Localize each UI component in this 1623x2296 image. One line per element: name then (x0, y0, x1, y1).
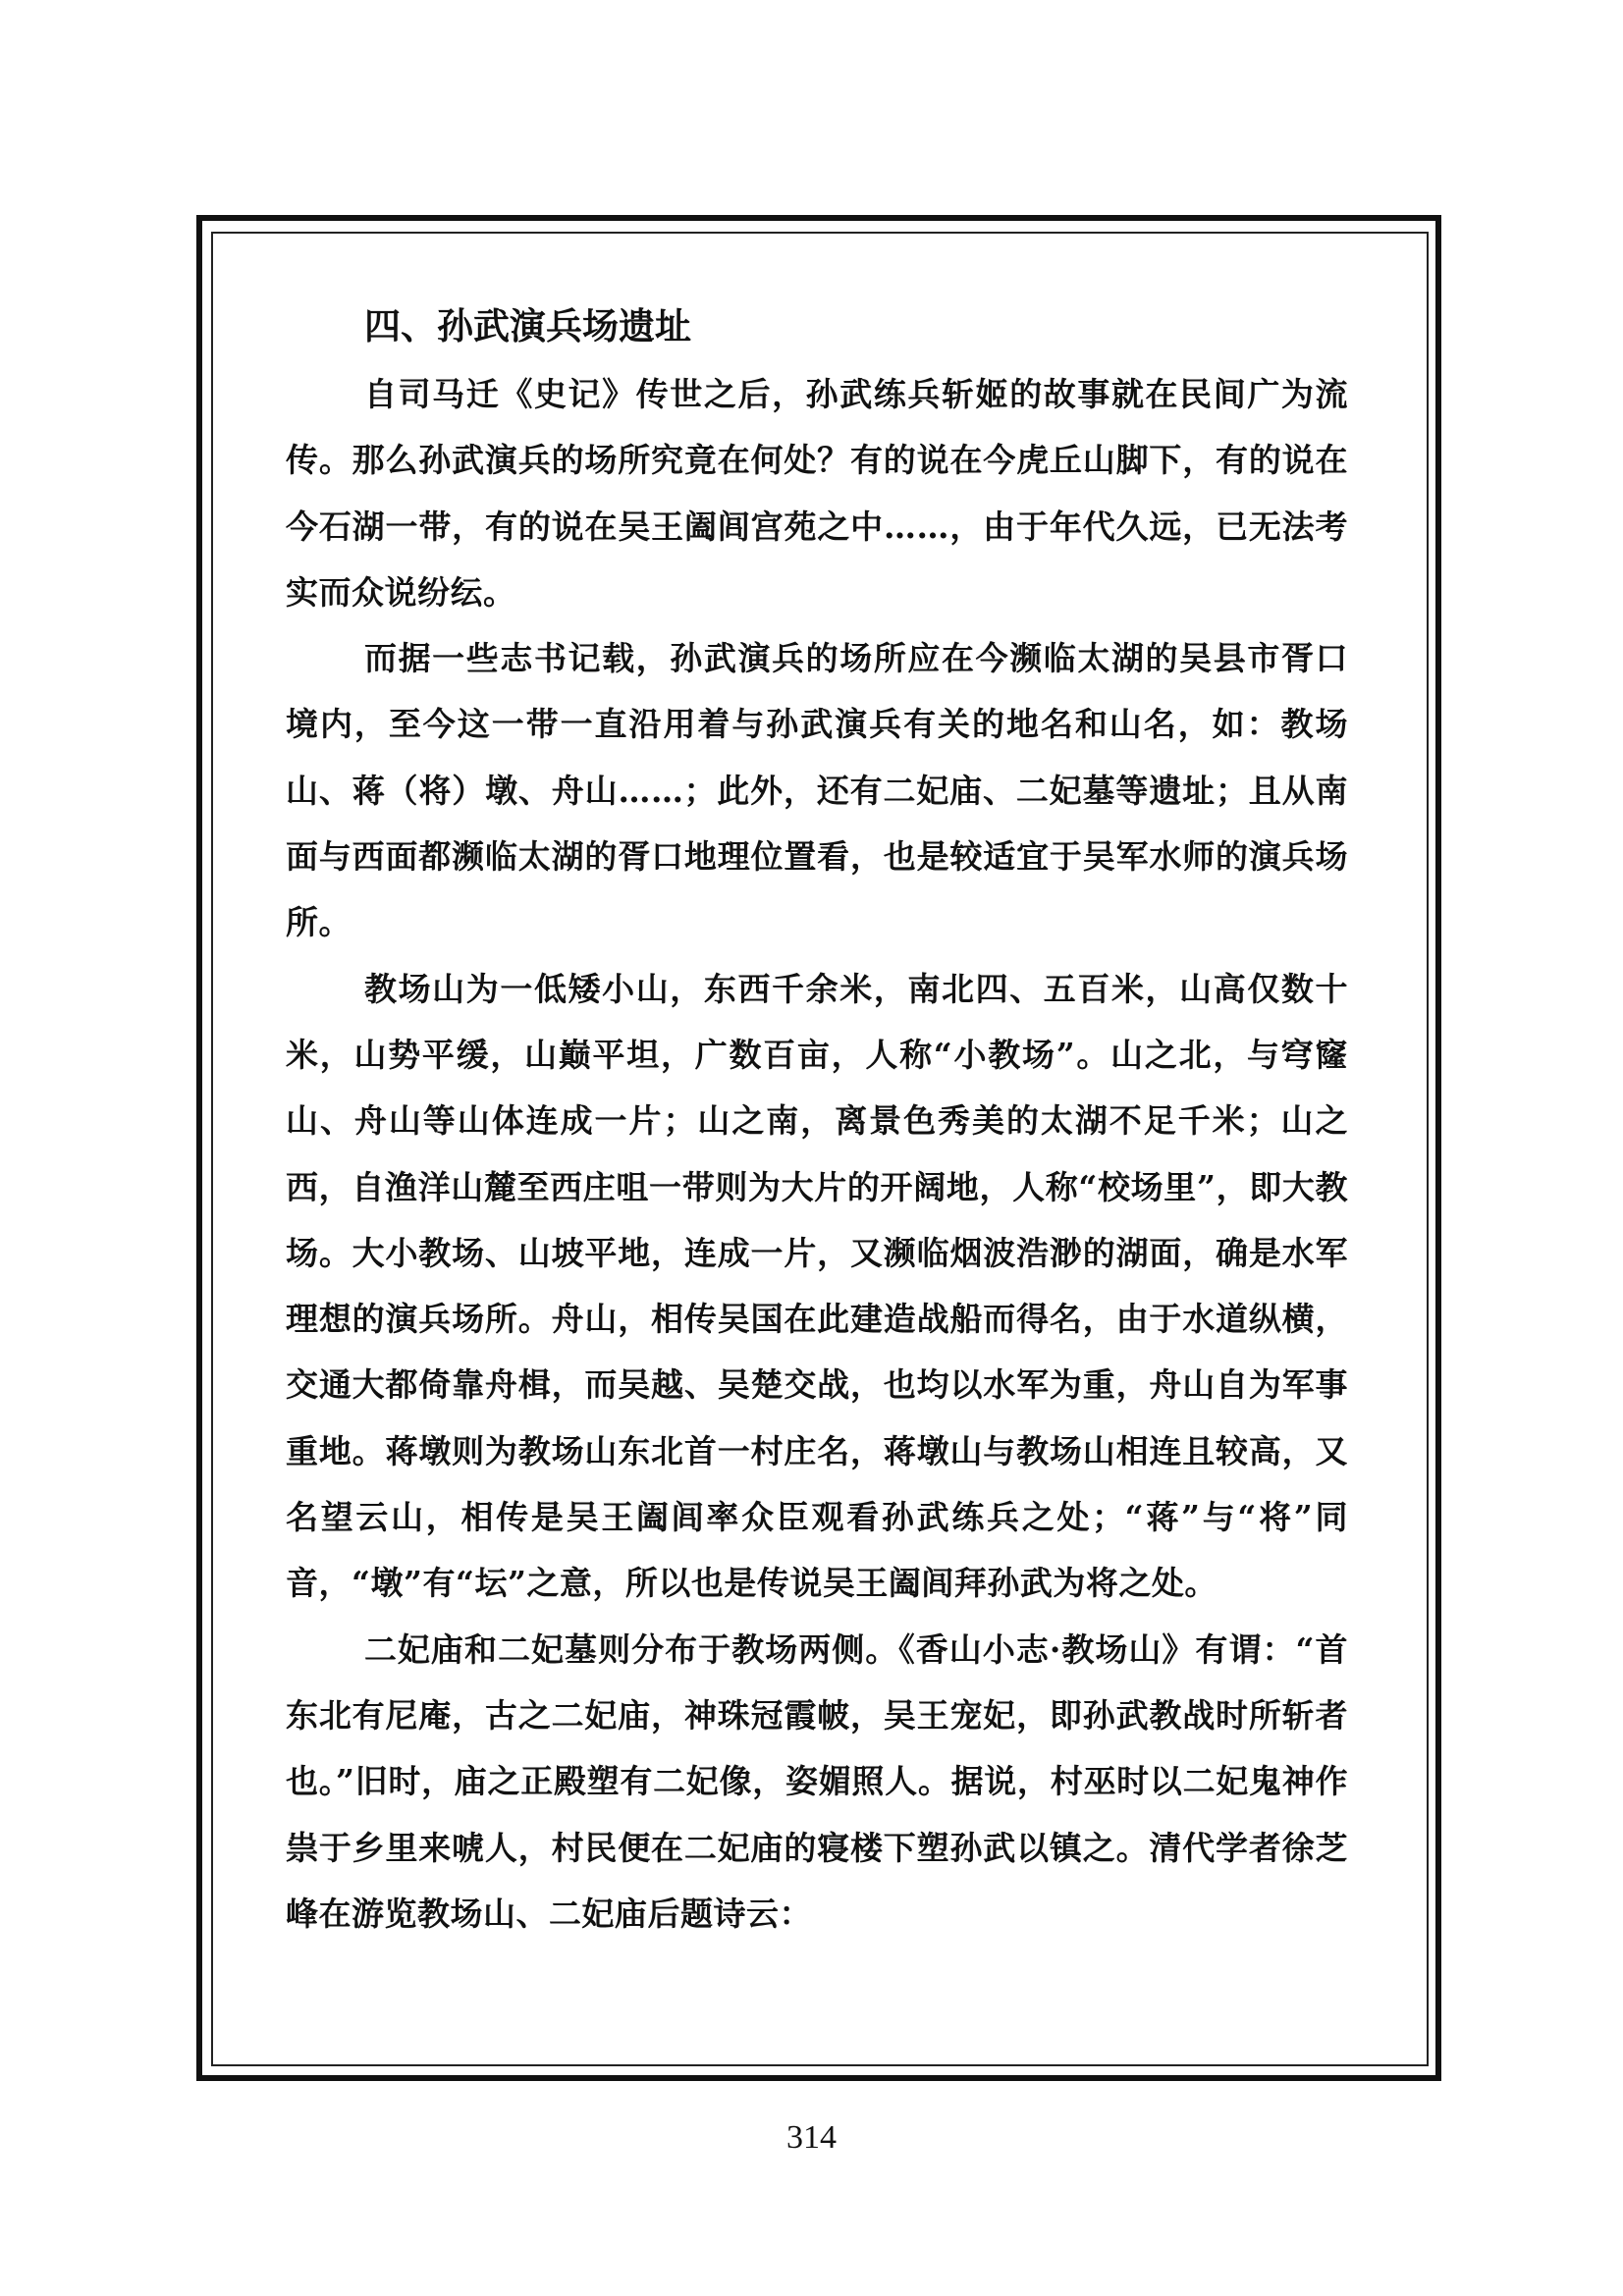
paragraph-4: 二妃庙和二妃墓则分布于教场两侧。《香山小志·教场山》有谓：“首东北有尼庵，古之二妃庙，神珠冠霞帔，吴王宠妃，即孙武教战时所斩者也。”旧时，庙之正殿塑有二妃像，姿媚照人。据说，村巫时以二妃鬼神作祟于乡里来唬人，村民便在二妃庙的寝楼下塑孙武以镇之。清代学者徐芝峰在游览教场山、二妃庙后题诗云： (286, 1629, 1348, 1933)
section-heading: 四、孙武演兵场遗址 (364, 304, 691, 347)
paragraph-2: 而据一些志书记载，孙武演兵的场所应在今濒临太湖的吴县市胥口境内，至今这一带一直沿用着与孙武演兵有关的地名和山名，如：教场山、蒋（将）墩、舟山……；此外，还有二妃庙、二妃墓等遗址；且从南面与西面都濒临太湖的胥口地理位置看，也是较适宜于吴军水师的演兵场所。 (286, 639, 1348, 942)
page-number: 314 (786, 2119, 837, 2156)
paragraph-3: 教场山为一低矮小山，东西千余米，南北四、五百米，山高仅数十米，山势平缓，山巅平坦，广数百亩，人称“小教场”。山之北，与穹窿山、舟山等山体连成一片；山之南，离景色秀美的太湖不足千米；山之西，自渔洋山麓至西庄咀一带则为大片的开阔地，人称“校场里”，即大教场。大小教场、山坡平地，连成一片，又濒临烟波浩渺的湖面，确是水军理想的演兵场所。舟山，相传吴国在此建造战船而得名，由于水道纵横，交通大都倚靠舟楫，而吴越、吴楚交战，也均以水军为重，舟山自为军事重地。蒋墩则为教场山东北首一村庄名，蒋墩山与教场山相连且较高，又名望云山，相传是吴王阖闾率众臣观看孙武练兵之处；“蒋”与“将”同音，“墩”有“坛”之意，所以也是传说吴王阖闾拜孙武为将之处。 (286, 969, 1348, 1603)
page-body (286, 291, 1348, 1947)
paragraph-1: 自司马迁《史记》传世之后，孙武练兵斩姬的故事就在民间广为流传。那么孙武演兵的场所究竟在何处？有的说在今虎丘山脚下，有的说在今石湖一带，有的说在吴王阖闾宫苑之中……，由于年代久远，已无法考实而众说纷纭。 (286, 375, 1348, 612)
